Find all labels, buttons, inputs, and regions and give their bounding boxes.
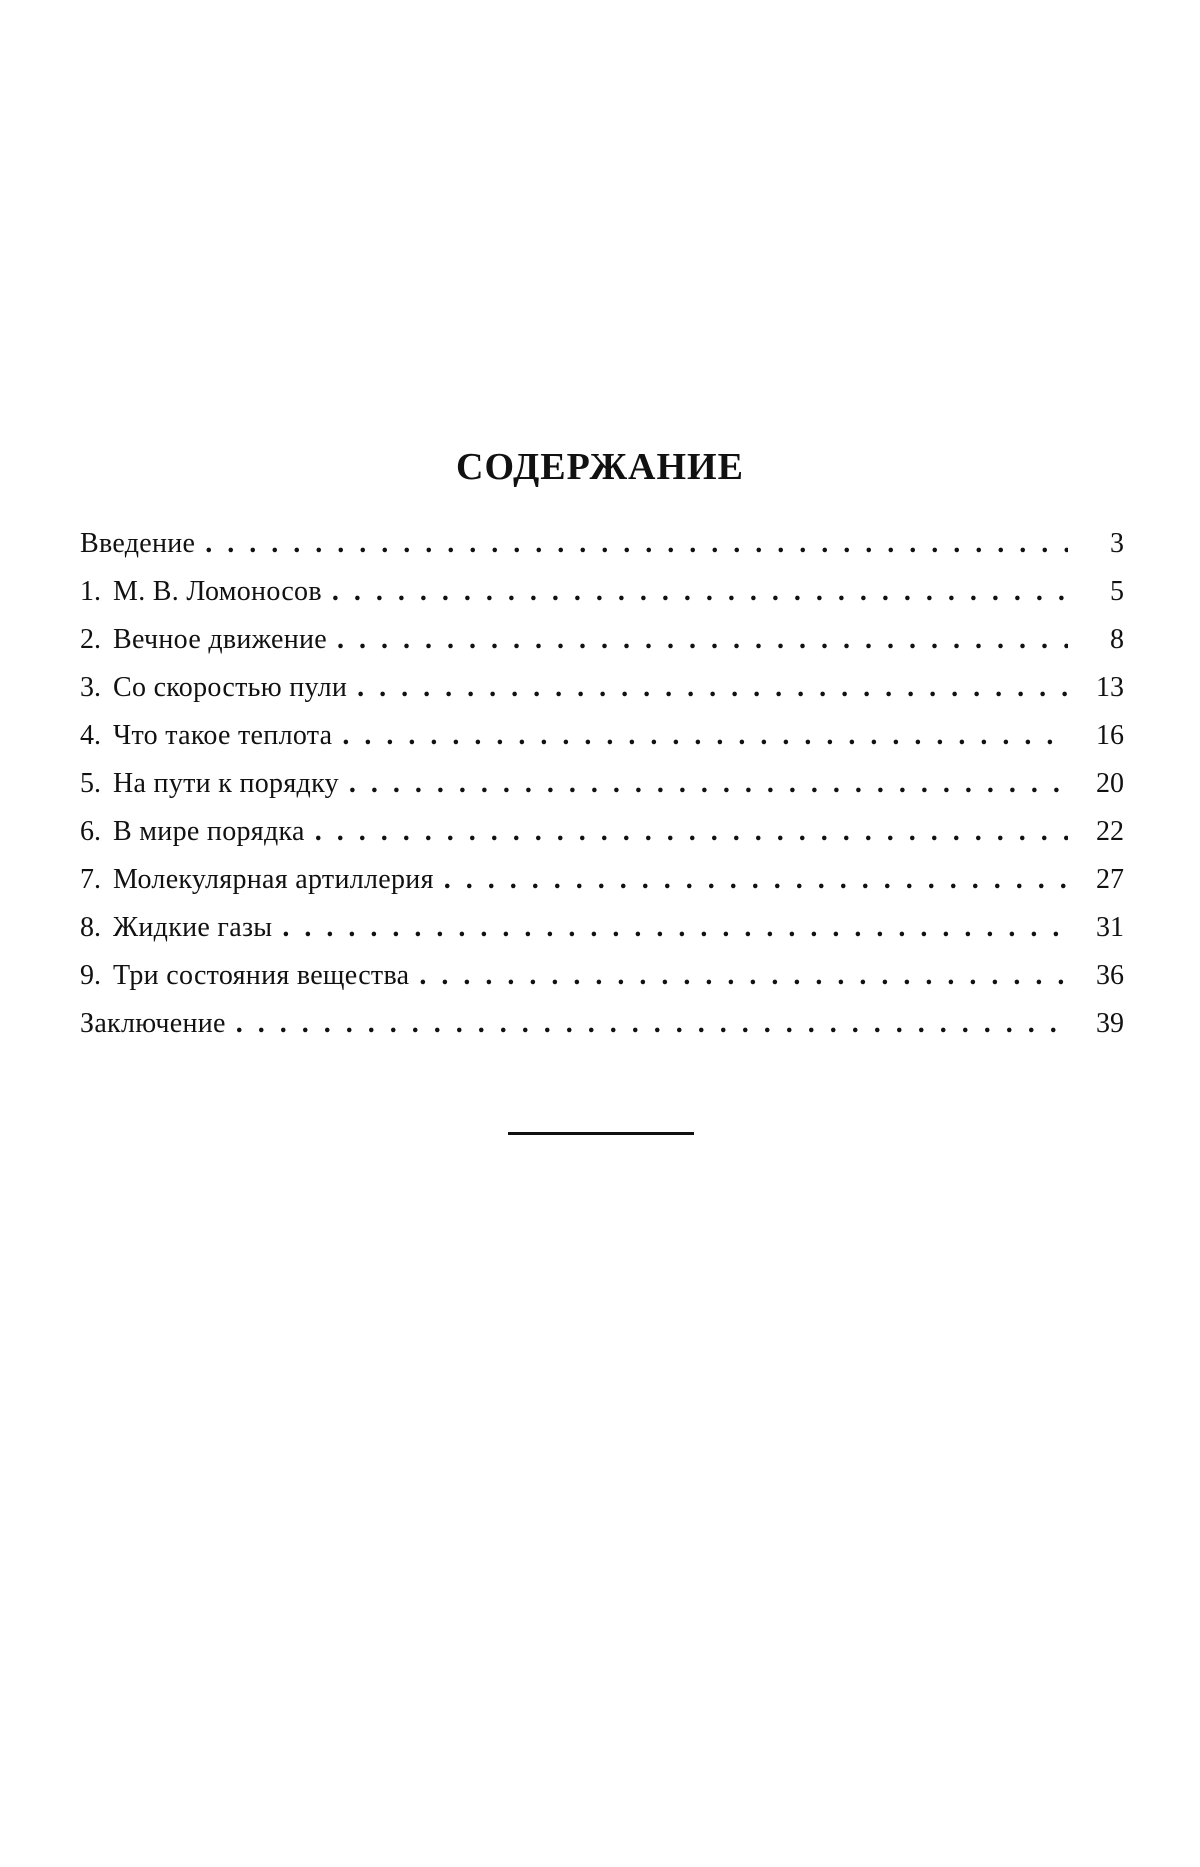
toc-entry-title: Вечное движение (113, 624, 327, 655)
closing-divider (508, 1132, 694, 1135)
dot-leader (342, 712, 1068, 760)
toc-entry (80, 616, 1124, 664)
toc-entry-number: 9. (80, 960, 101, 991)
dot-leader (444, 856, 1068, 904)
toc-entry-number: 7. (80, 864, 101, 895)
toc-entry-page: 16 (1096, 720, 1124, 751)
toc-entry (80, 904, 1124, 952)
toc-entry-page: 20 (1096, 768, 1124, 799)
toc-entry-number: 5. (80, 768, 101, 799)
toc-entry-page: 39 (1096, 1008, 1124, 1039)
toc-entry-title: М. В. Ломоносов (113, 576, 322, 607)
dot-leader (337, 616, 1068, 664)
table-of-contents (80, 520, 1124, 1048)
dot-leader (332, 568, 1068, 616)
toc-entry-page: 27 (1096, 864, 1124, 895)
dot-leader (315, 808, 1068, 856)
toc-entry-page: 22 (1096, 816, 1124, 847)
toc-entry-page: 31 (1096, 912, 1124, 943)
dot-leader (419, 952, 1068, 1000)
toc-entry-page: 36 (1096, 960, 1124, 991)
toc-entry-page: 13 (1096, 672, 1124, 703)
dot-leader (205, 520, 1068, 568)
toc-entry (80, 1000, 1124, 1048)
toc-entry-page: 3 (1110, 528, 1124, 559)
toc-entry (80, 712, 1124, 760)
toc-entry-number: 8. (80, 912, 101, 943)
toc-entry-title: Три состояния вещества (113, 960, 410, 991)
dot-leader (357, 664, 1068, 712)
toc-entry-title: Что такое теплота (113, 720, 333, 751)
toc-entry-number: 2. (80, 624, 101, 655)
toc-entry-page: 5 (1110, 576, 1124, 607)
toc-entry (80, 952, 1124, 1000)
toc-entry-title: Заключение (80, 1008, 226, 1039)
toc-entry-title: Введение (80, 528, 196, 559)
toc-entry (80, 520, 1124, 568)
dot-leader (236, 1000, 1068, 1048)
toc-entry-number: 3. (80, 672, 101, 703)
toc-entry (80, 568, 1124, 616)
toc-entry-title: Жидкие газы (113, 912, 273, 943)
toc-entry-title: В мире порядка (113, 816, 305, 847)
toc-entry (80, 808, 1124, 856)
page-title: СОДЕРЖАНИЕ (456, 446, 744, 488)
toc-entry (80, 856, 1124, 904)
toc-entry-number: 6. (80, 816, 101, 847)
dot-leader (282, 904, 1068, 952)
toc-entry-number: 1. (80, 576, 101, 607)
dot-leader (349, 760, 1068, 808)
toc-entry-title: На пути к порядку (113, 768, 339, 799)
toc-entry-number: 4. (80, 720, 101, 751)
toc-entry-title: Молекулярная артиллерия (113, 864, 434, 895)
toc-entry-title: Со скоростью пули (113, 672, 348, 703)
toc-entry-page: 8 (1110, 624, 1124, 655)
toc-entry (80, 664, 1124, 712)
toc-entry (80, 760, 1124, 808)
